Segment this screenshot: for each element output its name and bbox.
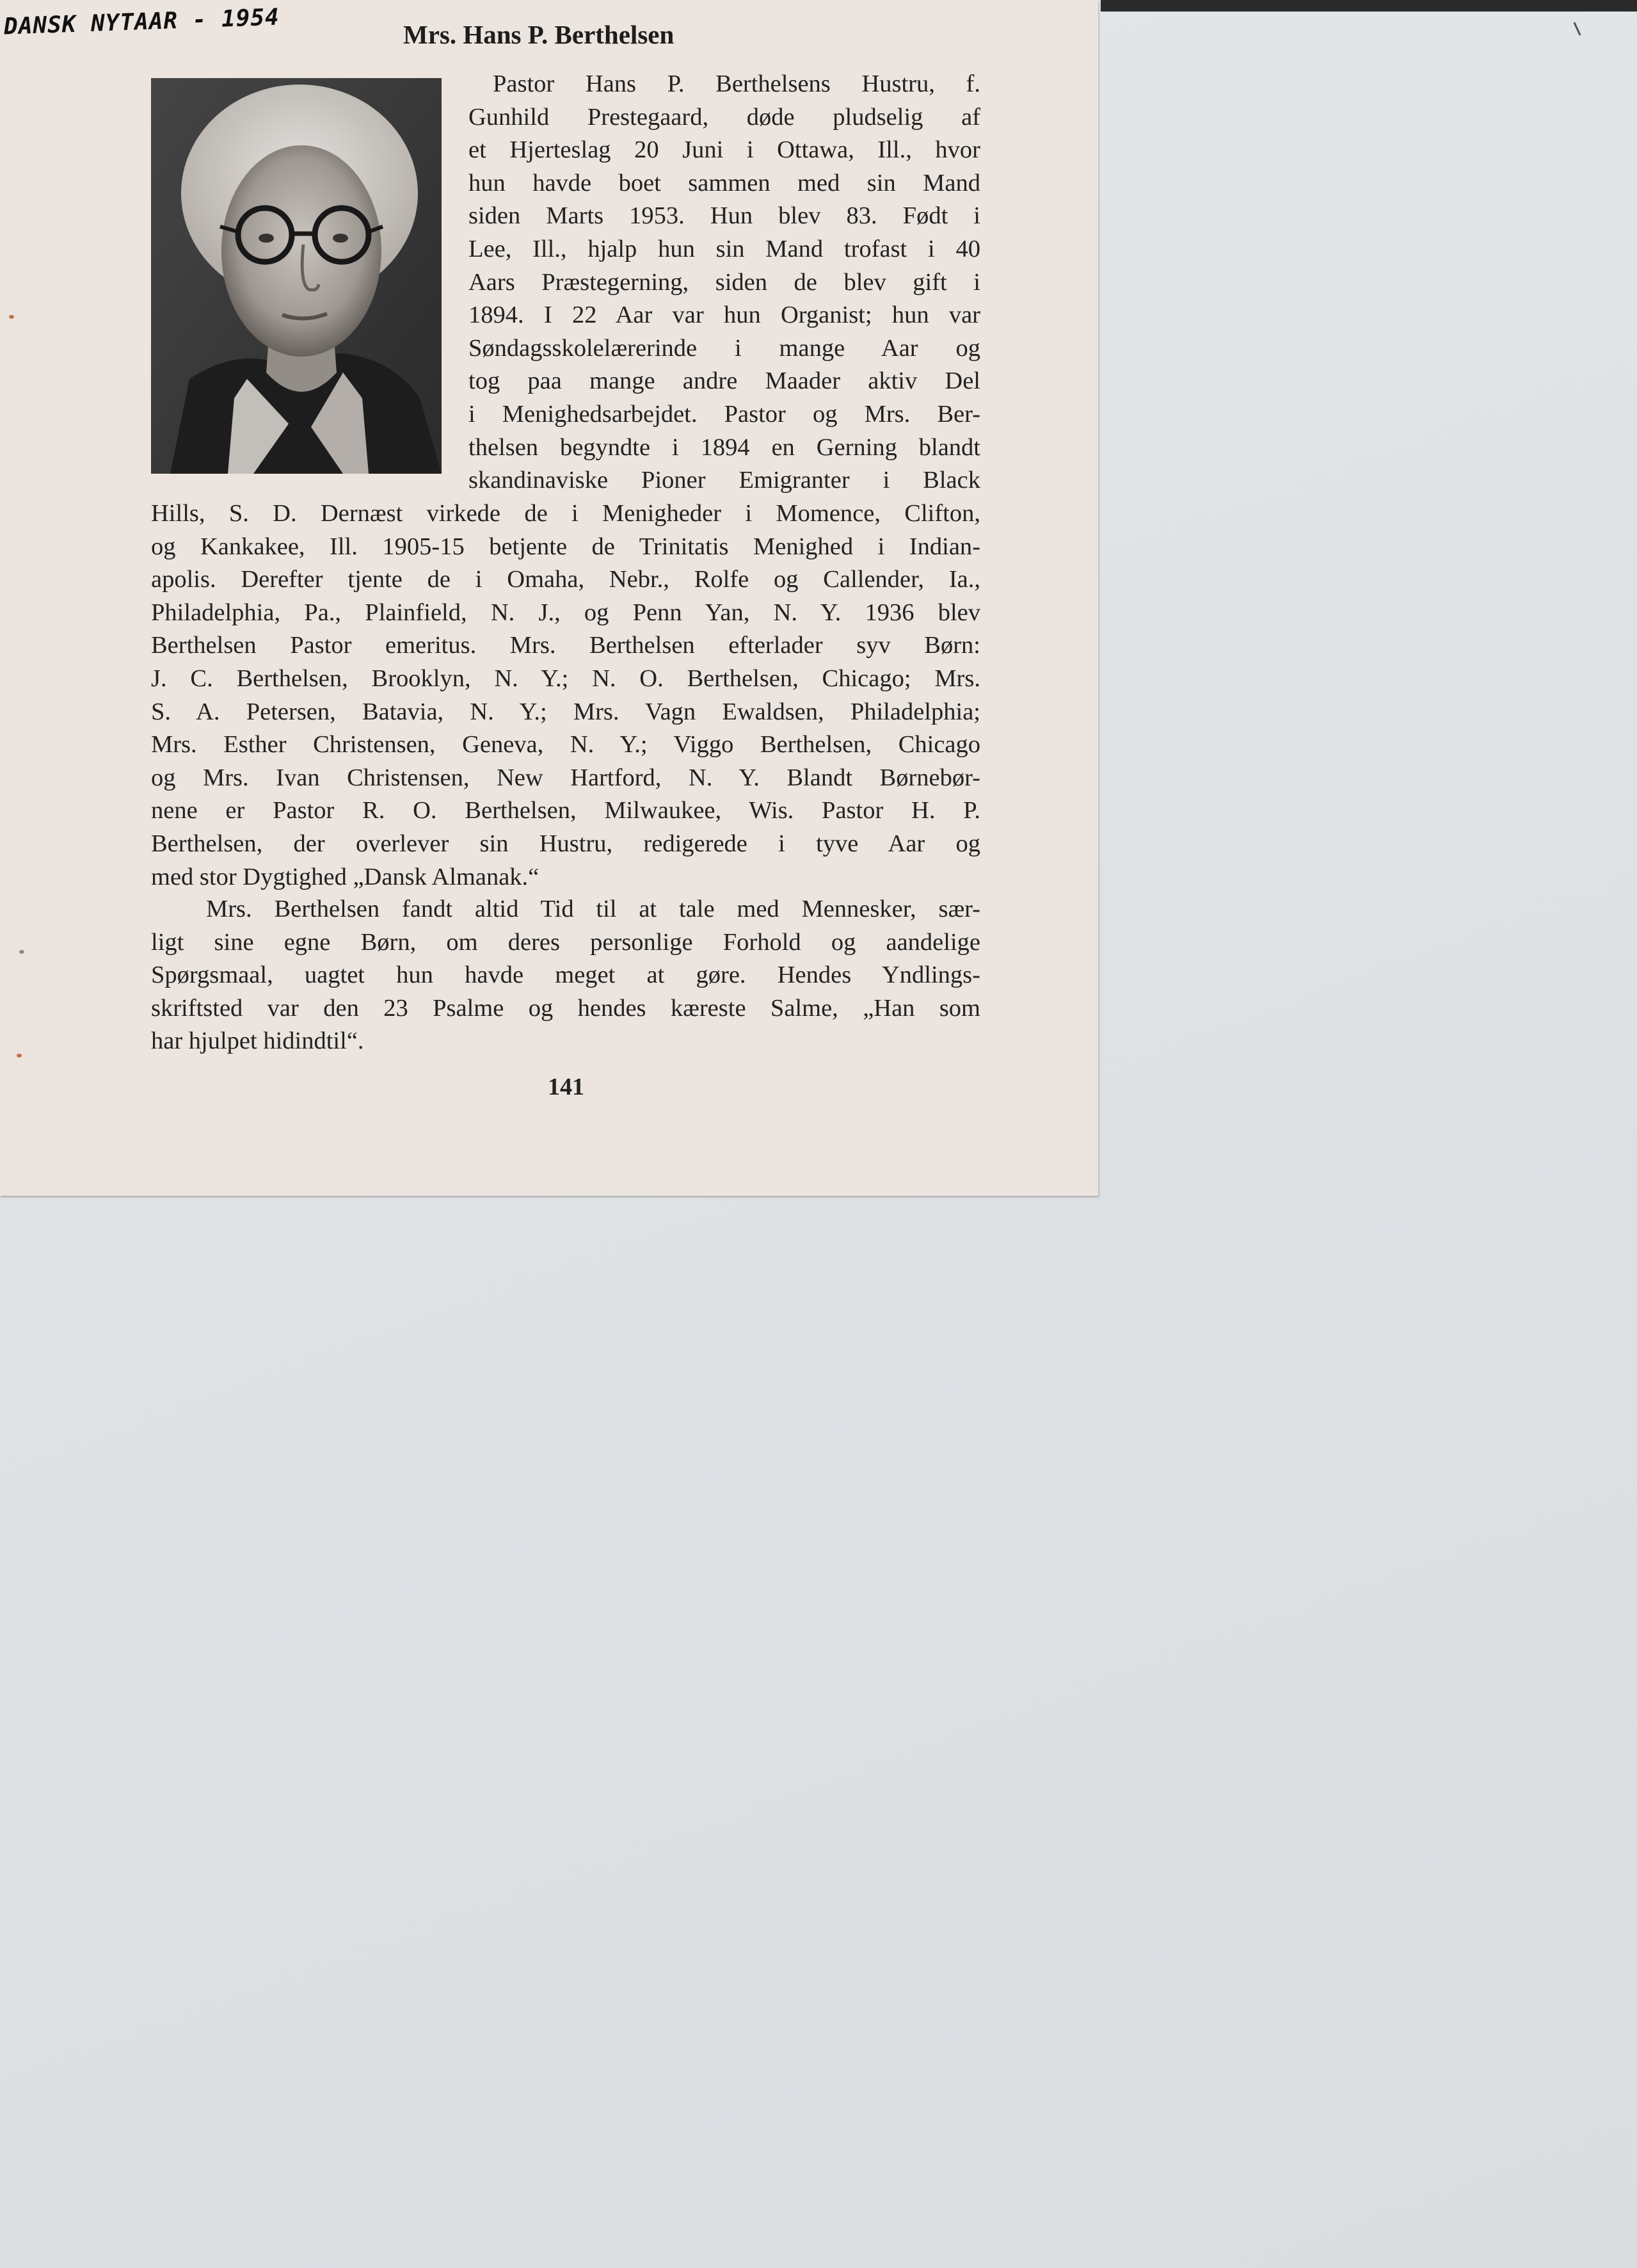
text-line: med stor Dygtighed „Dansk Almanak.“	[151, 863, 539, 890]
article-title: Mrs. Hans P. Berthelsen	[403, 20, 675, 49]
text-line: Hills, S. D. Dernæst virkede de i Menigheder i Momence, Clifton,	[151, 500, 980, 527]
text-line: Mrs. Esther Christensen, Geneva, N. Y.; Viggo Berthelsen, Chicago	[151, 731, 980, 759]
paragraph-2	[151, 893, 980, 1058]
portrait-photo-icon	[151, 78, 442, 474]
text-line: ligt sine egne Børn, om deres personlige Forhold og aandelige	[151, 928, 980, 956]
text-line: nene er Pastor R. O. Berthelsen, Milwaukee, Wis. Pastor H. P.	[151, 797, 980, 824]
text-line: tog paa mange andre Maader aktiv Del	[468, 367, 980, 395]
text-line: og Kankakee, Ill. 1905-15 betjente de Trinitatis Menighed i Indian-	[151, 533, 980, 560]
text-line: apolis. Derefter tjente de i Omaha, Nebr., Rolfe og Callender, Ia.,	[151, 566, 980, 593]
text-line: Søndagsskolelærerinde i mange Aar og	[468, 334, 980, 362]
text-line: skandinaviske Pioner Emigranter i Black	[468, 467, 980, 494]
scan-edge-strip	[1101, 0, 1637, 12]
paragraph-1-full-width	[151, 497, 980, 894]
paragraph-1-beside-photo	[468, 68, 980, 497]
handwritten-note: DANSK NYTAAR - 1954	[3, 4, 280, 40]
text-line: et Hjerteslag 20 Juni i Ottawa, Ill., hvor	[468, 136, 980, 164]
text-line: Pastor Hans P. Berthelsens Hustru, f.	[493, 70, 980, 97]
text-line: J. C. Berthelsen, Brooklyn, N. Y.; N. O. Berthelsen, Chicago; Mrs.	[151, 664, 980, 692]
text-line: Aars Præstegerning, siden de blev gift i	[468, 268, 980, 296]
text-line: thelsen begyndte i 1894 en Gerning blandt	[468, 433, 980, 461]
text-line: Spørgsmaal, uagtet hun havde meget at gøre. Hendes Yndlings-	[151, 961, 980, 989]
text-line: S. A. Petersen, Batavia, N. Y.; Mrs. Vagn Ewaldsen, Philadelphia;	[151, 698, 980, 725]
page-number: 141	[548, 1074, 584, 1100]
portrait-photo-svg	[151, 78, 442, 474]
text-line: siden Marts 1953. Hun blev 83. Født i	[468, 202, 980, 230]
text-line: og Mrs. Ivan Christensen, New Hartford, N. Y. Blandt Børnebør-	[151, 764, 980, 791]
text-line: hun havde boet sammen med sin Mand	[468, 169, 980, 197]
text-line: i Menighedsarbejdet. Pastor og Mrs. Ber-	[468, 400, 980, 428]
text-line: 1894. I 22 Aar var hun Organist; hun var	[468, 302, 980, 329]
text-line: Gunhild Prestegaard, døde pludselig af	[468, 103, 980, 131]
text-line: Philadelphia, Pa., Plainfield, N. J., og Penn Yan, N. Y. 1936 blev	[151, 599, 980, 626]
text-line: skriftsted var den 23 Psalme og hendes kæreste Salme, „Han som	[151, 994, 980, 1022]
paper-speck	[9, 315, 14, 319]
text-line: Berthelsen, der overlever sin Hustru, redigerede i tyve Aar og	[151, 830, 980, 857]
paper-speck	[17, 1054, 22, 1058]
text-line: Berthelsen Pastor emeritus. Mrs. Berthelsen efterlader syv Børn:	[151, 632, 980, 659]
text-line: Mrs. Berthelsen fandt altid Tid til at tale med Mennesker, sær-	[206, 896, 980, 922]
newspaper-clipping	[0, 0, 1098, 1196]
text-line: Lee, Ill., hjalp hun sin Mand trofast i 40	[468, 235, 980, 262]
paper-speck	[19, 950, 24, 954]
text-line: har hjulpet hidindtil“.	[151, 1027, 364, 1055]
